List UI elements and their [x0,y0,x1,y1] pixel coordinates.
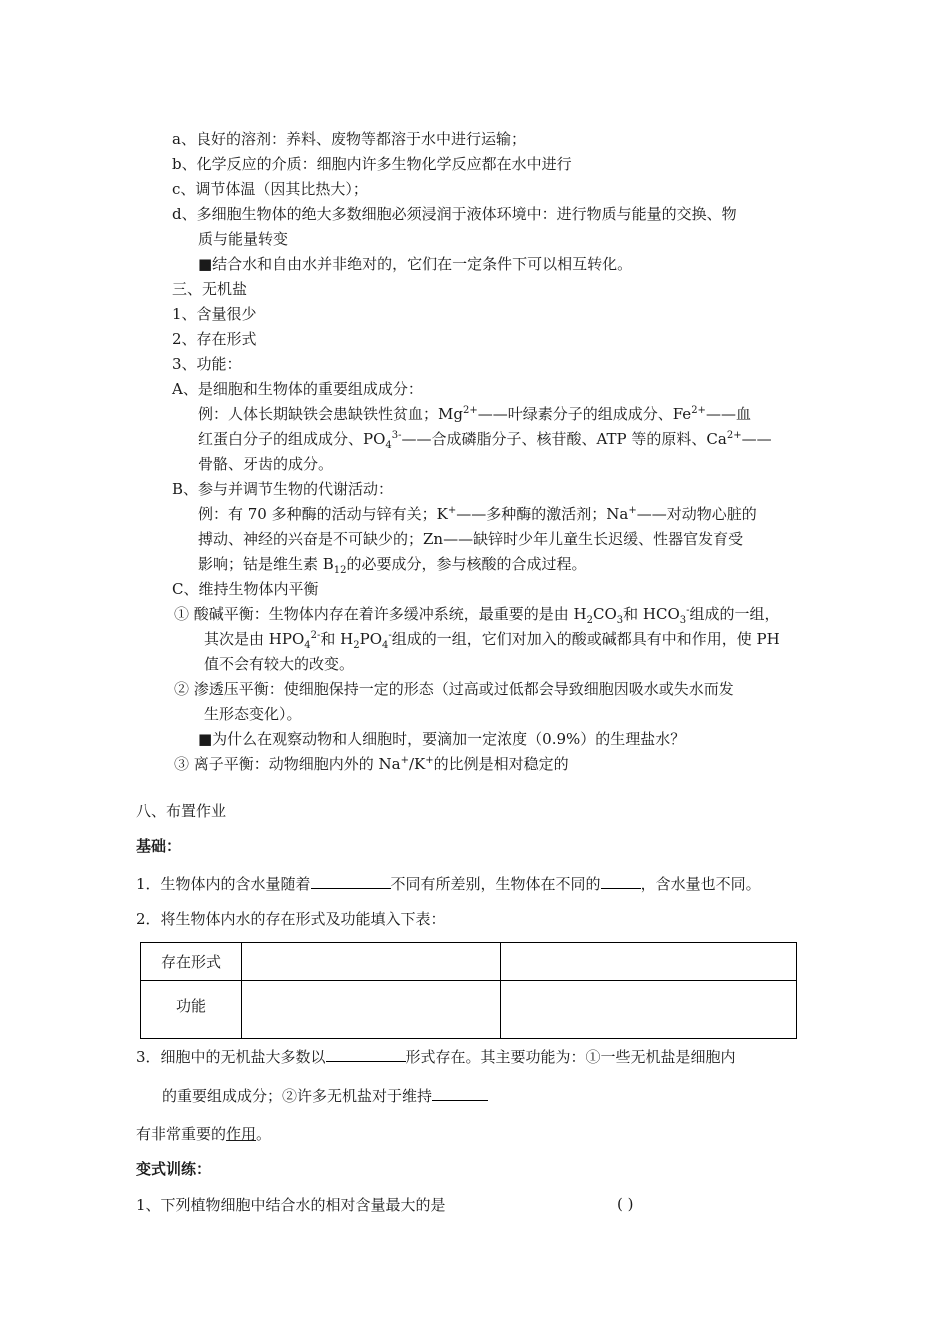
question-2: 2．将生物体内水的存在形式及功能填入下表： [136,910,446,928]
table-answer-cell[interactable] [242,943,501,981]
water-function-a: a、良好的溶剂：养料、废物等都溶于水中进行运输； [172,130,526,148]
water-function-c: c、调节体温（因其比热大）； [172,180,368,198]
question-3-line-2: 的重要组成成分；②许多无机盐对于维持 [162,1084,488,1106]
water-form-table [140,942,797,1039]
section-heading-inorganic-salts: 三、无机盐 [172,280,248,298]
answer-blank[interactable] [311,872,391,889]
saline-question: ■为什么在观察动物和人细胞时，要滴加一定浓度（0.9%）的生理盐水？ [198,730,686,748]
salt-function-a-example-1: 例：人体长期缺铁会患缺铁性贫血；$Mg^{2+}——$叶绿素分子的组成成分、$Fe^{2+}——$血 [198,405,751,423]
answer-parentheses[interactable]: ( ) [617,1195,634,1213]
salt-function-a-example-2: 红蛋白分子的组成成分、$PO_4^{3-}——$合成磷脂分子、核苷酸、ATP 等的原料、$Ca^{2+}——$ [198,430,772,451]
answer-blank[interactable] [326,1045,406,1062]
table-row-label: 功能 [141,981,242,1039]
table-row-label: 存在形式 [141,943,242,981]
salt-item-2: 2、存在形式 [172,330,257,348]
ion-balance: ③ 离子平衡：动物细胞内外的 Na+/K+的比例是相对稳定的 [174,755,569,773]
homework-heading: 八、布置作业 [136,802,227,820]
water-function-b: b、化学反应的介质：细胞内许多生物化学反应都在水中进行 [172,155,572,173]
table-answer-cell[interactable] [501,981,797,1039]
acid-base-balance-end: 值不会有较大的改变。 [204,655,355,673]
answer-blank[interactable] [432,1084,488,1101]
question-3: 3．细胞中的无机盐大多数以 形式存在。其主要功能为：①一些无机盐是细胞内 [136,1045,736,1067]
salt-function-a-title: A、是细胞和生物体的重要组成成分： [172,380,423,398]
table-answer-cell[interactable] [501,943,797,981]
salt-function-b-title: B、参与并调节生物的代谢活动： [172,480,394,498]
question-3-line-3: 有非常重要的作用。 [136,1125,272,1143]
answer-blank[interactable] [601,872,641,889]
salt-function-b-example-2: 搏动、神经的兴奋是不可缺少的；Zn——缺锌时少年儿童生长迟缓、性器官发育受 [198,530,744,548]
water-function-d: d、多细胞生物体的绝大多数细胞必须浸润于液体环境中：进行物质与能量的交换、物 [172,205,737,223]
water-note: ■结合水和自由水并非绝对的，它们在一定条件下可以相互转化。 [198,255,633,273]
osmotic-balance-cont: 生形态变化）。 [204,705,302,723]
salt-item-3: 3、功能： [172,355,242,373]
salt-function-c-title: C、维持生物体内平衡 [172,580,319,598]
acid-base-balance: ① 酸碱平衡：生物体内存在着许多缓冲系统，最重要的是由 $H_2CO_3$和 $HCO_3^-$组成的一组， [174,605,780,626]
question-1: 1．生物体内的含水量随着 不同有所差别，生物体在不同的 ，含水量也不同。 [136,872,761,894]
variant-training-label: 变式训练： [136,1160,212,1178]
salt-function-b-example-3: 影响；钴是维生素 $B_{12}$的必要成分，参与核酸的合成过程。 [198,555,587,576]
salt-item-1: 1、含量很少 [172,305,257,323]
acid-base-balance-cont: 其次是由 $HPO_4^{2-}$和 $H_2PO_4^-$组成的一组，它们对加入的酸或碱都具有中和作用，使 PH [204,630,780,651]
water-function-d-cont: 质与能量转变 [198,230,289,248]
table-answer-cell[interactable] [242,981,501,1039]
basic-label: 基础： [136,837,182,855]
salt-function-b-example-1: 例：有 70 多种酶的活动与锌有关；K+——多种酶的激活剂；Na+——对动物心脏的 [198,505,757,523]
salt-function-a-example-3: 骨骼、牙齿的成分。 [198,455,334,473]
variant-question-1: 1、下列植物细胞中结合水的相对含量最大的是 [136,1196,446,1214]
osmotic-balance: ② 渗透压平衡：使细胞保持一定的形态（过高或过低都会导致细胞因吸水或失水而发 [174,680,734,698]
